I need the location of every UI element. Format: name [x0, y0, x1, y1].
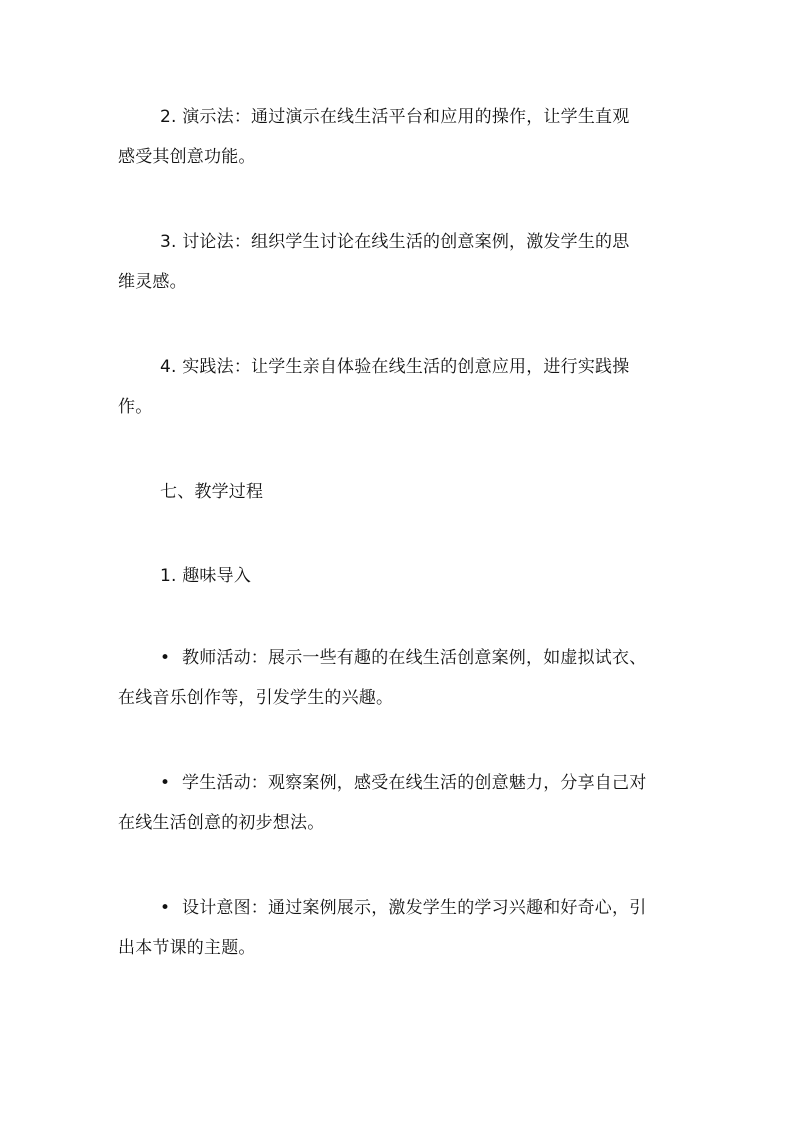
- paragraph-line: 感受其创意功能。: [118, 147, 256, 167]
- section-heading-teaching-process: [118, 472, 678, 512]
- paragraph-line: 3. 讨论法：组织学生讨论在线生活的创意案例，激发学生的思: [160, 232, 630, 252]
- heading-line: 1. 趣味导入: [160, 566, 252, 586]
- paragraph-line: [118, 638, 678, 678]
- bullet-teacher-activity: [118, 638, 678, 718]
- paragraph-line: 在线音乐创作等，引发学生的兴趣。: [118, 688, 394, 708]
- paragraph-demonstration-method: [118, 97, 678, 177]
- bullet-icon: •: [160, 773, 171, 793]
- paragraph-practice-method: [118, 347, 678, 427]
- bullet-text: 设计意图：通过案例展示，激发学生的学习兴趣和好奇心，引: [182, 898, 647, 918]
- paragraph-line: 维灵感。: [118, 272, 187, 292]
- heading-line: 七、教学过程: [160, 482, 264, 502]
- paragraph-line: [118, 888, 678, 928]
- bullet-design-intent: [118, 888, 678, 968]
- paragraph-discussion-method: [118, 222, 678, 302]
- paragraph-line: 4. 实践法：让学生亲自体验在线生活的创意应用，进行实践操: [160, 357, 630, 377]
- paragraph-line: 出本节课的主题。: [118, 938, 256, 958]
- paragraph-line: [118, 763, 678, 803]
- paragraph-line: 在线生活创意的初步想法。: [118, 813, 325, 833]
- bullet-icon: •: [160, 648, 171, 668]
- bullet-icon: •: [160, 898, 171, 918]
- paragraph-line: 2. 演示法：通过演示在线生活平台和应用的操作，让学生直观: [160, 107, 630, 127]
- bullet-text: 学生活动：观察案例，感受在线生活的创意魅力，分享自己对: [182, 773, 647, 793]
- bullet-text: 教师活动：展示一些有趣的在线生活创意案例，如虚拟试衣、: [182, 648, 647, 668]
- bullet-student-activity: [118, 763, 678, 843]
- subheading-fun-introduction: [118, 556, 678, 596]
- paragraph-line: 作。: [118, 397, 153, 417]
